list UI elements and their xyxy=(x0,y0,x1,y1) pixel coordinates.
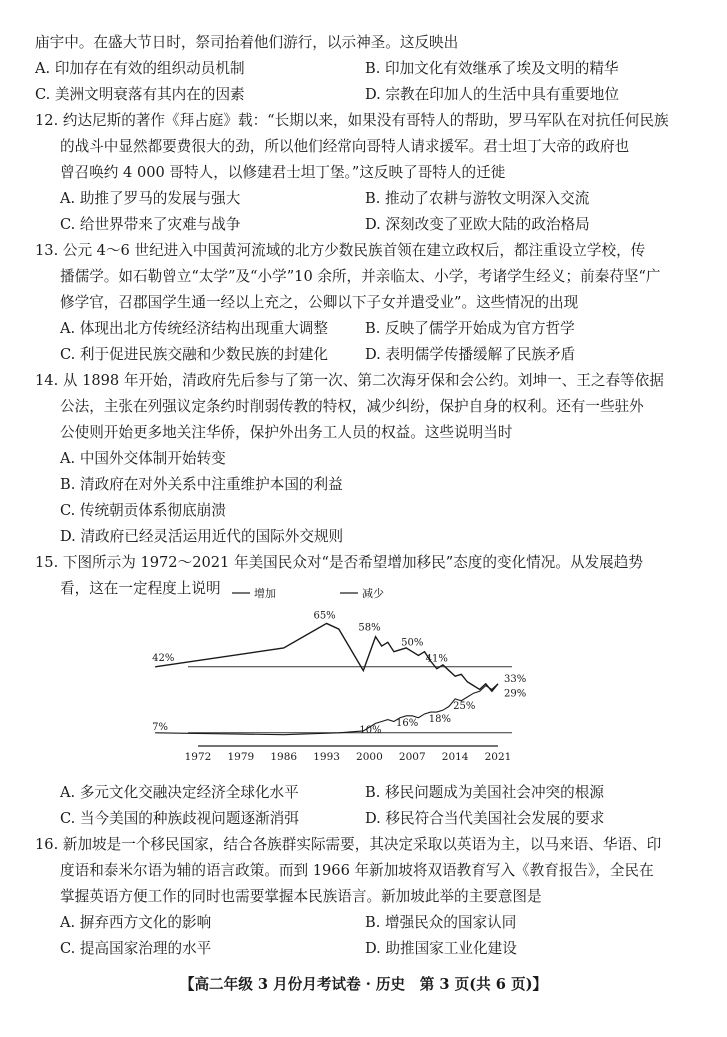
text-line: 度语和泰米尔语为辅的语言政策。而到 1966 年新加坡将双语教育写入《教育报告》，全民在 xyxy=(60,862,654,879)
text-line: D. 移民符合当代美国社会发展的要求 xyxy=(365,810,605,827)
text-line: 12. 约达尼斯的著作《拜占庭》载：“长期以来，如果没有哥特人的帮助，罗马军队在对抗任何民族 xyxy=(35,112,669,129)
text-line: 庙宇中。在盛大节日时，祭司抬着他们游行，以示神圣。这反映出 xyxy=(35,34,459,51)
x-tick-label: 1972 xyxy=(184,751,212,763)
text-line: 公法，主张在列强议定条约时削弱传教的特权，减少纠纷，保护自身的权利。还有一些驻外 xyxy=(60,398,644,415)
text-line: A. 印加存在有效的组织动员机制 xyxy=(35,60,245,77)
text-line: B. 反映了儒学开始成为官方哲学 xyxy=(365,320,575,337)
data-label: 25% xyxy=(453,700,476,712)
data-label: 16% xyxy=(396,717,419,729)
x-tick-label: 2021 xyxy=(484,751,512,763)
text-line: B. 印加文化有效继承了埃及文明的精华 xyxy=(365,60,619,77)
immigration-attitude-chart xyxy=(152,584,527,768)
text-line: A. 摒弃西方文化的影响 xyxy=(60,914,212,931)
text-line: 的战斗中显然都要费很大的劲，所以他们经常向哥特人请求援军。君士坦丁大帝的政府也 xyxy=(60,138,630,155)
data-label: 50% xyxy=(401,637,424,649)
text-line: B. 推动了农耕与游牧文明深入交流 xyxy=(365,190,590,207)
text-line: C. 利于促进民族交融和少数民族的封建化 xyxy=(60,346,329,363)
text-line: B. 移民问题成为美国社会冲突的根源 xyxy=(365,784,604,801)
text-line: A. 多元文化交融决定经济全球化水平 xyxy=(60,784,299,801)
text-line: C. 给世界带来了灾难与战争 xyxy=(60,216,241,233)
text-line: D. 深刻改变了亚欧大陆的政治格局 xyxy=(365,216,590,233)
text-line: A. 体现出北方传统经济结构出现重大调整 xyxy=(60,320,328,337)
text-line: 16. 新加坡是一个移民国家，结合各族群实际需要，其决定采取以英语为主，以马来语、华语、印 xyxy=(35,836,662,853)
x-tick-label: 2000 xyxy=(356,751,383,763)
text-line: B. 增强民众的国家认同 xyxy=(365,914,517,931)
text-line: A. 中国外交体制开始转变 xyxy=(60,450,226,467)
text-line: D. 表明儒学传播缓解了民族矛盾 xyxy=(365,346,576,363)
x-tick-label: 1986 xyxy=(270,751,298,763)
text-line: C. 美洲文明衰落有其内在的因素 xyxy=(35,86,245,103)
series-line-1 xyxy=(155,684,498,735)
data-label: 29% xyxy=(504,688,527,700)
text-line: C. 传统朝贡体系彻底崩溃 xyxy=(60,502,226,519)
text-line: 播儒学。如石勒曾立“太学”及“小学”10 余所，并亲临太、小学，考诸学生经义；前秦苻坚“广 xyxy=(60,268,661,285)
text-line: B. 清政府在对外关系中注重维护本国的利益 xyxy=(60,476,343,493)
text-line: 14. 从 1898 年开始，清政府先后参与了第一次、第二次海牙保和会公约。刘坤一、王之春等依据 xyxy=(35,372,664,389)
text-line: 13. 公元 4～6 世纪进入中国黄河流域的北方少数民族首领在建立政权后，都注重设立学校，传 xyxy=(35,242,646,259)
data-label: 58% xyxy=(358,622,381,634)
page-footer: 【高二年级 3 月份月考试卷 · 历史 第 3 页(共 6 页)】 xyxy=(179,976,548,993)
data-label: 42% xyxy=(152,652,175,664)
x-tick-label: 1979 xyxy=(227,751,255,763)
data-label: 65% xyxy=(313,610,336,622)
data-label: 7% xyxy=(152,721,169,733)
text-line: 15. 下图所示为 1972～2021 年美国民众对“是否希望增加移民”态度的变化情况。从发展趋势 xyxy=(35,554,643,571)
x-tick-label: 2007 xyxy=(398,751,426,763)
data-label: 18% xyxy=(428,714,452,726)
text-line: 曾召唤约 4 000 哥特人，以修建君士坦丁堡。”这反映了哥特人的迁徙 xyxy=(60,164,506,181)
text-line: D. 助推国家工业化建设 xyxy=(365,940,517,957)
text-line: D. 宗教在印加人的生活中具有重要地位 xyxy=(365,86,619,103)
text-line: 公使则开始更多地关注华侨，保护外出务工人员的权益。这些说明当时 xyxy=(60,424,513,441)
text-line: 看，这在一定程度上说明 xyxy=(60,580,221,597)
text-line: C. 当今美国的种族歧视问题逐渐消弭 xyxy=(60,810,299,827)
x-tick-label: 2014 xyxy=(441,751,469,763)
legend-label: 减少 xyxy=(362,587,384,600)
legend-label: 增加 xyxy=(254,587,276,600)
x-tick-label: 1993 xyxy=(313,751,340,763)
text-line: C. 提高国家治理的水平 xyxy=(60,940,212,957)
data-label: 41% xyxy=(425,653,448,665)
text-line: D. 清政府已经灵活运用近代的国际外交规则 xyxy=(60,528,344,545)
text-line: 掌握英语方便工作的同时也需要掌握本民族语言。新加坡此举的主要意图是 xyxy=(60,888,542,905)
data-label: 10% xyxy=(359,725,382,737)
text-line: 修学官，召郡国学生通一经以上充之，公卿以下子女并遣受业”。这些情况的出现 xyxy=(60,294,579,311)
text-line: A. 助推了罗马的发展与强大 xyxy=(60,190,241,207)
data-label: 33% xyxy=(504,673,527,685)
